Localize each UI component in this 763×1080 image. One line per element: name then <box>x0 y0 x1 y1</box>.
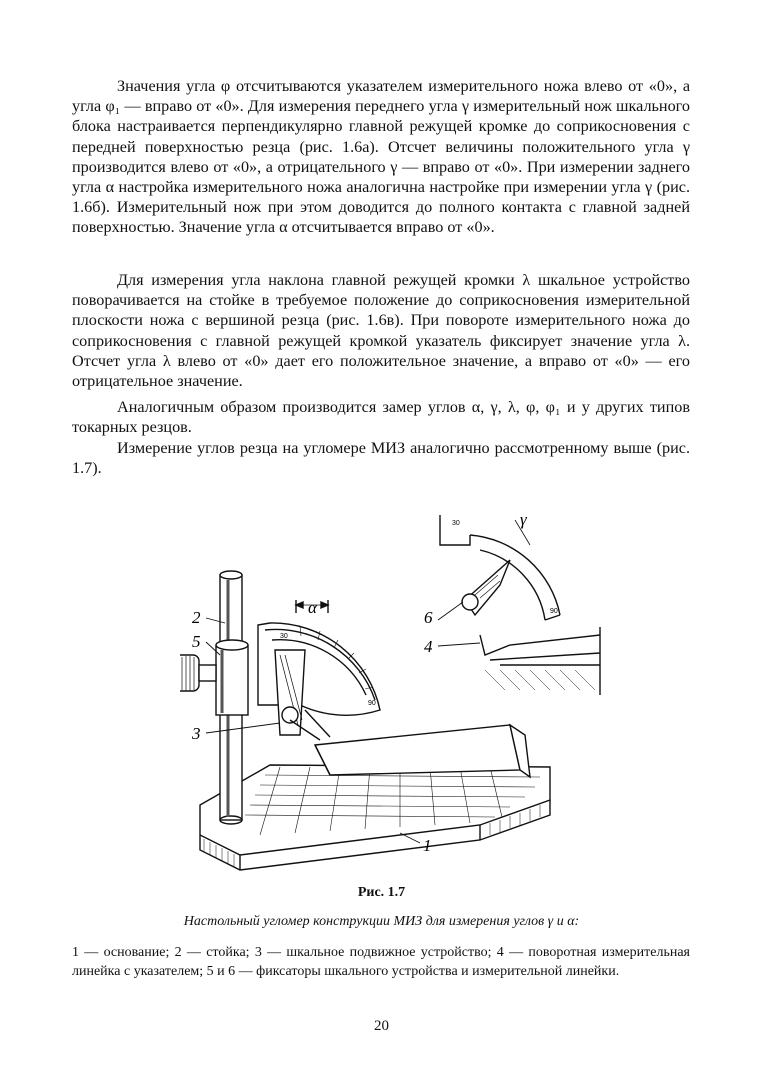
paragraph-4: Измерение углов резца на угломере МИЗ аналогично рассмотренному выше (рис. 1.7). <box>72 439 690 478</box>
goniometer-illustration <box>180 505 610 875</box>
page-number: 20 <box>374 1018 389 1034</box>
label-4: 4 <box>424 637 433 656</box>
label-3: 3 <box>192 724 201 743</box>
figure-caption: Настольный угломер конструкции МИЗ для измерения углов γ и α: <box>183 914 580 929</box>
paragraph-1: Значения угла φ отсчитываются указателем измерительного ножа влево от «0», а угла φ₁ — вправо от «0». Для измерения переднего угла γ измерительный нож шкального блока настраивается перпендикулярно главной режущей кромке до соприкосновения с передней поверхностью резца (рис. 1.6а). Отсчет величины положительного угла γ производится влево от «0», а отрицательного γ — вправо от «0». При измерении заднего угла α настройка измерительного ножа аналогична настройке при измерении угла γ (рис. 1.6б). Измерительный нож при этом доводится до полного контакта с главной задней поверхностью. Значение угла α отсчитывается вправо от «0». <box>72 77 690 237</box>
inset-detail <box>440 515 600 695</box>
base-plate <box>200 765 550 870</box>
inset-tick-90: 90 <box>550 608 558 615</box>
scale-sector <box>258 623 380 735</box>
figure-title: Рис. 1.7 <box>357 885 406 900</box>
scale-tick-90: 90 <box>368 700 376 707</box>
paragraph-2: Для измерения угла наклона главной режущей кромки λ шкальное устройство поворачивается на стойке в требуемое положение до соприкосновения измерительной плоскости ножа с вершиной резца (рис. 1.6в). При повороте измерительного ножа до соприкосновения с главной режущей кромкой указатель фиксирует значение угла λ. Отсчет угла λ влево от «0» дает его положительное значение, а вправо от «0» — его отрицательное значение. <box>72 271 690 391</box>
figure-legend: 1 — основание; 2 — стойка; 3 — шкальное подвижное устройство; 4 — поворотная измерительная линейка с указателем; 5 и 6 — фиксаторы шкального устройства и измерительной линейки. <box>72 945 690 979</box>
fixing-knob <box>180 655 216 691</box>
scale-tick-30: 30 <box>280 633 288 640</box>
clamp-sleeve <box>216 640 248 715</box>
label-alpha: α <box>308 598 317 617</box>
inset-tick-30: 30 <box>452 520 460 527</box>
paragraph-3: Аналогичным образом производится замер углов α, γ, λ, φ, φ₁ и у других типов токарных резцов. <box>72 398 690 437</box>
cutter-tool <box>290 710 530 777</box>
label-5: 5 <box>192 632 201 651</box>
label-2: 2 <box>192 608 201 627</box>
label-6: 6 <box>424 608 433 627</box>
label-1: 1 <box>423 836 432 855</box>
label-gamma: γ <box>520 510 527 529</box>
